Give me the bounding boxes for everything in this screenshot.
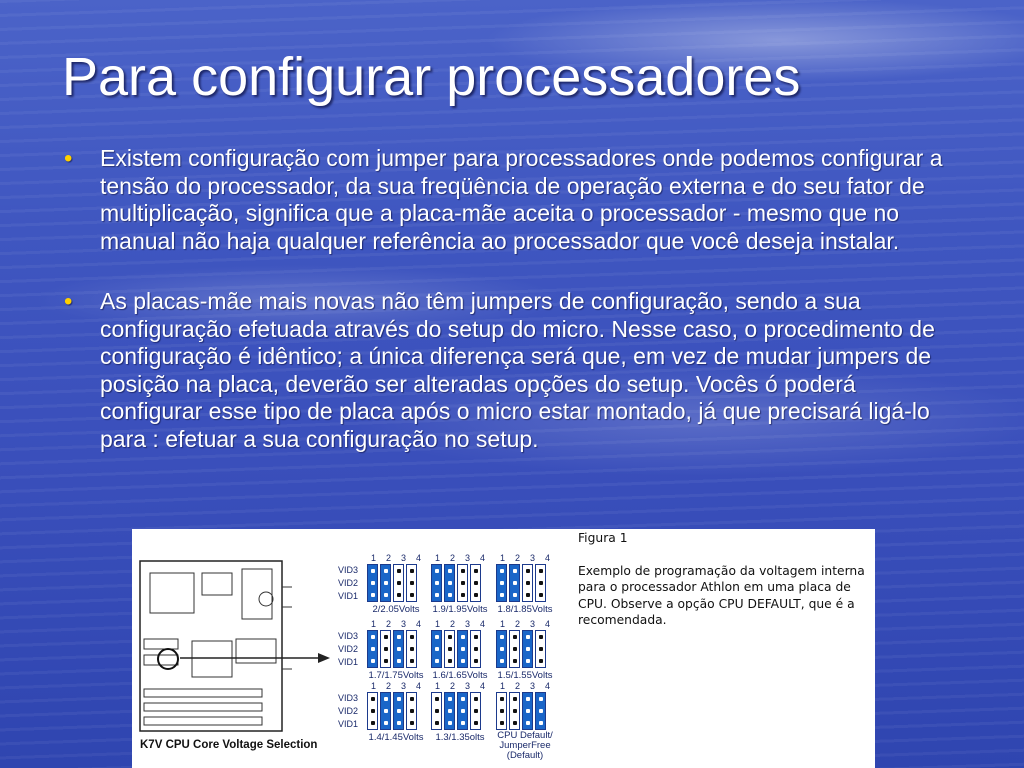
pin-number: 2	[514, 553, 520, 563]
pin-numbers	[500, 681, 550, 691]
jumper-label: 1.3/1.35olts	[435, 732, 485, 743]
jumper-setting	[494, 619, 554, 681]
jumper-pin-column	[457, 564, 468, 602]
jumper-label: 1.6/1.65Volts	[432, 670, 488, 681]
jumper-pin-column	[535, 630, 546, 668]
jumper-pins	[367, 692, 419, 730]
jumper-pin-column	[470, 692, 481, 730]
jumper-label: 1.9/1.95Volts	[432, 604, 488, 615]
pin-number: 4	[544, 619, 550, 629]
jumper-cap	[444, 692, 455, 730]
jumper-pins	[496, 692, 548, 730]
pin-number: 2	[449, 619, 455, 629]
jumper-cap	[380, 692, 391, 730]
pin-number: 2	[514, 619, 520, 629]
pin-number: 1	[371, 681, 377, 691]
bullet-marker: •	[64, 288, 73, 315]
pin-numbers	[435, 553, 485, 563]
figure-caption	[578, 530, 875, 629]
jumper-pin-column	[470, 630, 481, 668]
jumper-cap	[380, 564, 391, 602]
figure-description: Exemplo de programação da voltagem interna para o processador Athlon em uma placa de CPU. Observe a opção CPU DEFAULT, que é a recomendada.	[578, 563, 865, 627]
pin-numbers	[435, 619, 485, 629]
jumper-setting	[494, 681, 554, 761]
bullet-item	[62, 288, 962, 453]
vid-labels	[338, 564, 368, 603]
jumper-pin-column	[431, 692, 442, 730]
jumper-pin-column	[406, 692, 417, 730]
jumper-setting	[365, 619, 425, 681]
jumper-setting	[429, 681, 489, 743]
pin-number: 1	[500, 553, 506, 563]
pin-number: 4	[415, 553, 421, 563]
jumper-cap	[496, 564, 507, 602]
jumper-cap	[509, 564, 520, 602]
pin-numbers	[371, 553, 421, 563]
jumper-pin-column	[496, 692, 507, 730]
jumper-cap	[522, 630, 533, 668]
vid-label: VID2	[338, 706, 359, 716]
jumper-cap	[496, 630, 507, 668]
vid-label: VID1	[338, 719, 359, 729]
figure-panel	[132, 529, 875, 768]
jumper-pin-column	[406, 630, 417, 668]
jumper-cap	[393, 692, 404, 730]
pin-number: 4	[479, 553, 485, 563]
pin-number: 2	[514, 681, 520, 691]
jumper-cap	[367, 630, 378, 668]
jumper-pin-column	[444, 630, 455, 668]
pin-number: 3	[464, 619, 470, 629]
pin-numbers	[500, 553, 550, 563]
pin-number: 3	[529, 553, 535, 563]
jumper-pins	[431, 564, 483, 602]
pin-number: 3	[529, 619, 535, 629]
jumper-cap	[431, 630, 442, 668]
jumper-pin-column	[470, 564, 481, 602]
jumper-pins	[431, 692, 483, 730]
vid-label: VID1	[338, 591, 359, 601]
pin-number: 1	[371, 619, 377, 629]
jumper-pins	[367, 564, 419, 602]
pin-number: 2	[449, 553, 455, 563]
pin-number: 3	[400, 681, 406, 691]
pin-number: 3	[400, 553, 406, 563]
jumper-pin-column	[367, 692, 378, 730]
pin-number: 3	[529, 681, 535, 691]
vid-label: VID3	[338, 565, 359, 575]
pin-number: 4	[544, 553, 550, 563]
jumper-pin-column	[509, 692, 520, 730]
pin-numbers	[371, 681, 421, 691]
jumper-cap	[457, 692, 468, 730]
jumper-cap	[367, 564, 378, 602]
pin-number: 1	[435, 553, 441, 563]
jumper-pin-column	[406, 564, 417, 602]
jumper-pin-column	[535, 564, 546, 602]
jumper-label: 2/2.05Volts	[372, 604, 420, 615]
pin-number: 1	[435, 619, 441, 629]
vid-label: VID3	[338, 631, 359, 641]
bullet-item	[62, 145, 962, 255]
jumper-setting	[494, 553, 554, 615]
pin-numbers	[500, 619, 550, 629]
slide-title: Para configurar processadores	[62, 47, 801, 107]
pin-number: 1	[435, 681, 441, 691]
jumper-cap	[393, 630, 404, 668]
pin-number: 1	[371, 553, 377, 563]
jumper-setting	[365, 681, 425, 743]
pin-number: 3	[464, 681, 470, 691]
pin-number: 3	[464, 553, 470, 563]
vid-label: VID1	[338, 657, 359, 667]
jumper-label: 1.5/1.55Volts	[497, 670, 553, 681]
figure-label: Figura 1	[578, 531, 628, 545]
pin-number: 4	[479, 681, 485, 691]
bullet-text: Existem configuração com jumper para processadores onde podemos configurar a tensão do processador, da sua freqüência de operação externa e do seu fator de multiplicação, significa que a placa-mãe aceita o processador - mesmo que no manual não haja qualquer referência ao processador que você deseja instalar.	[100, 145, 943, 254]
jumper-pins	[496, 630, 548, 668]
pin-number: 2	[449, 681, 455, 691]
jumper-label: 1.4/1.45Volts	[368, 732, 424, 743]
pin-number: 2	[385, 619, 391, 629]
jumper-cap	[431, 564, 442, 602]
vid-label: VID2	[338, 644, 359, 654]
board-caption: K7V CPU Core Voltage Selection	[140, 739, 318, 751]
pin-number: 4	[415, 619, 421, 629]
jumper-pin-column	[522, 564, 533, 602]
arrow-icon	[132, 529, 372, 768]
jumper-cap	[522, 692, 533, 730]
jumper-cap	[535, 692, 546, 730]
pin-number: 3	[400, 619, 406, 629]
jumper-pin-column	[393, 564, 404, 602]
pin-numbers	[435, 681, 485, 691]
jumper-setting	[429, 619, 489, 681]
jumper-setting	[429, 553, 489, 615]
jumper-label: CPU Default/ JumperFree (Default)	[497, 730, 553, 761]
bullet-marker: •	[64, 145, 73, 172]
bullet-text: As placas-mãe mais novas não têm jumpers de configuração, sendo a sua configuração efetuada através do setup do micro. Nesse caso, o procedimento de configuração é idêntico; a única diferença será que, em vez de mudar jumpers de posição na placa, deverão ser alteradas opções do setup. Vocês ó poderá configurar esse tipo de placa após o micro estar montado, já que precisará ligá-lo para : efetuar a sua configuração no setup.	[100, 288, 935, 452]
jumper-label: 1.8/1.85Volts	[497, 604, 553, 615]
pin-number: 4	[479, 619, 485, 629]
pin-number: 4	[544, 681, 550, 691]
pin-number: 2	[385, 553, 391, 563]
jumper-pins	[367, 630, 419, 668]
jumper-setting	[365, 553, 425, 615]
jumper-pin-column	[380, 630, 391, 668]
jumper-label: 1.7/1.75Volts	[368, 670, 424, 681]
vid-label: VID3	[338, 693, 359, 703]
pin-numbers	[371, 619, 421, 629]
vid-labels	[338, 630, 368, 669]
vid-labels	[338, 692, 368, 731]
pin-number: 2	[385, 681, 391, 691]
jumper-pins	[496, 564, 548, 602]
jumper-pins	[431, 630, 483, 668]
bullet-list	[62, 145, 962, 453]
jumper-pin-column	[509, 630, 520, 668]
jumper-cap	[444, 564, 455, 602]
jumper-cap	[457, 630, 468, 668]
vid-label: VID2	[338, 578, 359, 588]
pin-number: 4	[415, 681, 421, 691]
pin-number: 1	[500, 619, 506, 629]
pin-number: 1	[500, 681, 506, 691]
